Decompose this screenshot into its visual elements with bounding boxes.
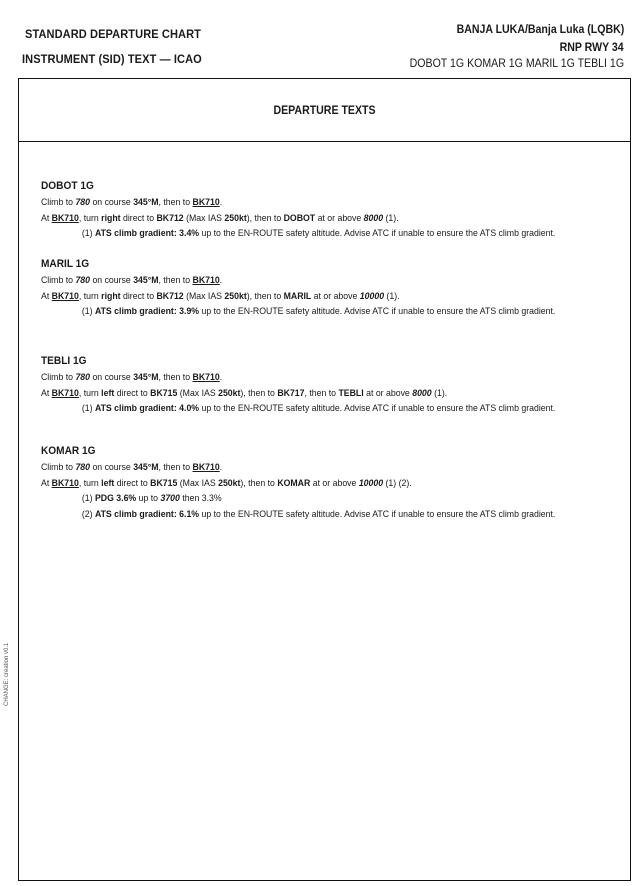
procedure-maril	[41, 256, 620, 320]
procedure-dobot	[41, 178, 620, 242]
route-instruction: At BK710, turn right direct to BK712 (Max IAS 250kt), then to DOBOT at or above 8000 (1).	[41, 212, 399, 223]
climb-instruction: Climb to 780 on course 345°M, then to BK710.	[41, 197, 223, 207]
route-instruction: At BK710, turn right direct to BK712 (Max IAS 250kt), then to MARIL at or above 10000 (1).	[41, 290, 400, 301]
chart-title: STANDARD DEPARTURE CHART	[25, 27, 201, 41]
procedure-note: (1) ATS climb gradient: 3.9% up to the EN-ROUTE safety altitude. Advise ATC if unable to ensure the ATS climb gradient.	[81, 306, 556, 316]
airport-name: BANJA LUKA/Banja Luka (LQBK)	[456, 24, 624, 36]
climb-instruction: Climb to 780 on course 345°M, then to BK710.	[41, 372, 223, 382]
runway-designator: RNP RWY 34	[559, 42, 624, 54]
procedure-note: (1) ATS climb gradient: 3.4% up to the EN-ROUTE safety altitude. Advise ATC if unable to ensure the ATS climb gradient.	[81, 228, 556, 238]
procedure-list: DOBOT 1G KOMAR 1G MARIL 1G TEBLI 1G	[409, 58, 624, 70]
procedure-tebli	[41, 353, 620, 417]
procedure-note: (1) ATS climb gradient: 4.0% up to the EN-ROUTE safety altitude. Advise ATC if unable to ensure the ATS climb gradient.	[81, 403, 556, 413]
procedure-note: (1) PDG 3.6% up to 3700 then 3.3%	[81, 493, 222, 503]
climb-instruction: Climb to 780 on course 345°M, then to BK710.	[41, 275, 223, 285]
procedure-name: DOBOT 1G	[41, 180, 94, 192]
chart-subtitle: INSTRUMENT (SID) TEXT — ICAO	[22, 52, 202, 66]
content-frame	[18, 78, 631, 881]
route-instruction: At BK710, turn left direct to BK715 (Max IAS 250kt), then to BK717, then to TEBLI at or above 8000 (1).	[41, 387, 448, 398]
section-header	[19, 79, 630, 142]
climb-instruction: Climb to 780 on course 345°M, then to BK710.	[41, 462, 223, 472]
procedure-name: TEBLI 1G	[41, 355, 87, 367]
procedure-name: MARIL 1G	[41, 258, 90, 270]
procedure-note: (2) ATS climb gradient: 6.1% up to the EN-ROUTE safety altitude. Advise ATC if unable to ensure the ATS climb gradient.	[81, 508, 556, 519]
procedure-komar	[41, 443, 620, 522]
route-instruction: At BK710, turn left direct to BK715 (Max IAS 250kt), then to KOMAR at or above 10000 (1) (2).	[41, 477, 412, 488]
change-label: CHANGE: creation v0.1	[4, 642, 10, 706]
section-title: DEPARTURE TEXTS	[273, 105, 376, 117]
procedure-name: KOMAR 1G	[41, 445, 96, 457]
